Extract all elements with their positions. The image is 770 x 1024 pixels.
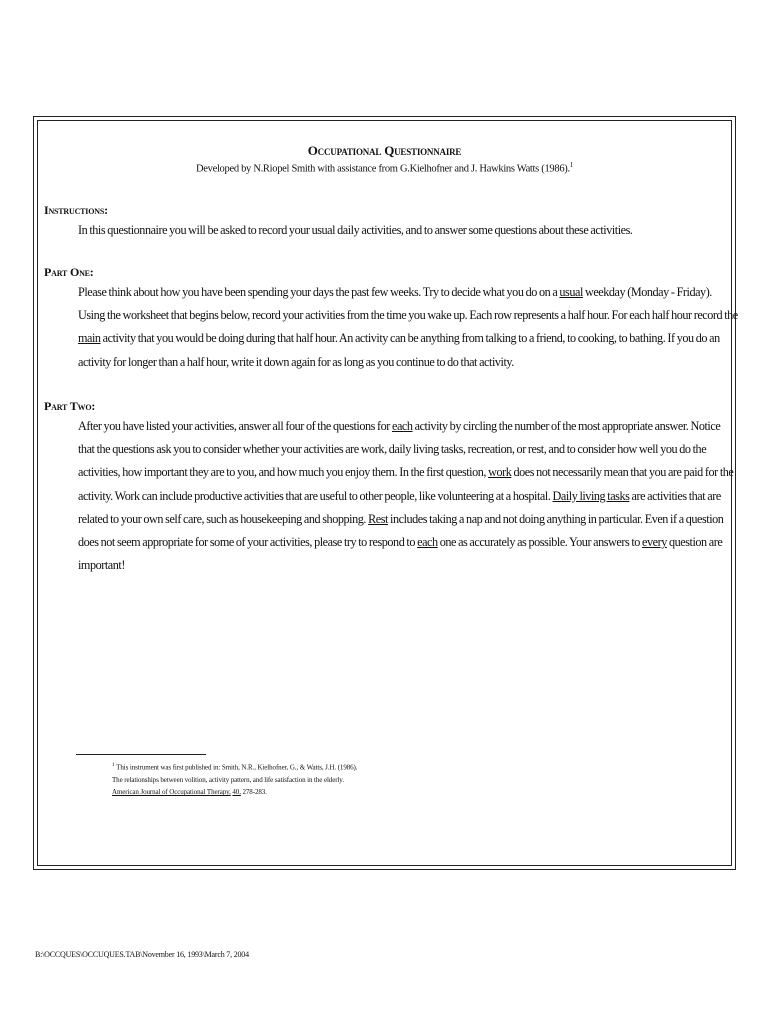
part-two-underline-each-2: each (417, 535, 438, 550)
part-two-text-6: one as accurately as possible. Your answers to (437, 535, 643, 550)
footnote-divider (76, 754, 206, 755)
part-two-text-7: question are important! (78, 535, 723, 573)
part-two-underline-each: each (392, 419, 413, 433)
part-one-underline-main: main (78, 331, 101, 346)
part-two-text-2: activity by circling the number of the most appropriate answer. Notice that the questions ask you to consider whether your activities are work, daily living tasks, recreation, or rest, and to consider how well you do the activities, how important they are to you, and how much you enjoy them. In the first question, (78, 419, 721, 480)
footnote (112, 759, 592, 799)
page-subtitle (38, 161, 731, 175)
footnote-line-1-text: This instrument was first published in: Smith, N.R., Kielhofner, G., & Watts, J.H. (1986). (114, 763, 358, 772)
part-one-text-3: activity that you would be doing during that half hour. An activity can be anything from talking to a friend, to cooking, to bathing. If you do an activity for longer than a half hour, write it down again for as long as you continue to do that activity. (78, 331, 720, 369)
part-two-underline-daily-living: Daily living tasks (552, 488, 630, 503)
footnote-volume: 40, (232, 788, 241, 797)
document-frame-inner (37, 120, 738, 866)
part-two-text-4: are activities that are related to your own self care, such as housekeeping and shopping. (78, 488, 721, 526)
part-two-text (78, 415, 738, 577)
part-two-underline-work: work (488, 465, 512, 480)
document-frame (33, 116, 736, 870)
instructions-heading: Instructions: (44, 203, 108, 217)
part-two-underline-rest: Rest (368, 511, 388, 526)
part-two-text-5: includes taking a nap and not doing anything in particular. Even if a question does not seem appropriate for some of your activities, please try to respond to (78, 511, 724, 550)
page-title: Occupational Questionnaire (307, 143, 462, 158)
part-two-text-3: does not necessarily mean that you are paid for the activity. Work can include productive activities that are useful to other people, like volunteering at a hospital. (78, 465, 734, 503)
part-two-underline-every: every (642, 535, 667, 550)
part-two-heading: Part Two: (44, 399, 96, 413)
footnote-line-3 (112, 786, 592, 799)
footnote-line-1 (112, 759, 592, 774)
footnote-marker: 1 (112, 762, 115, 768)
footnote-journal: American Journal of Occupational Therapy, (112, 788, 231, 797)
instructions-text: In this questionnaire you will be asked to record your usual daily activities, and to answer some questions about these activities. (78, 223, 633, 237)
part-one-text-1: Please think about how you have been spending your days the past few weeks. Try to decide what you do on a (78, 285, 560, 299)
subtitle-text: Developed by N.Riopel Smith with assistance from G.Kielhofner and J. Hawkins Watts (1986). (195, 163, 570, 175)
footnote-reference: 1 (569, 161, 573, 169)
part-one-text (78, 281, 738, 374)
part-two-text-1: After you have listed your activities, answer all four of the questions for (78, 419, 392, 433)
part-one-text-2: weekday (Monday - Friday). Using the worksheet that begins below, record your activities from the time you wake up. Each row represents a half hour. For each half hour record the (78, 285, 738, 323)
footnote-line-2: The relationships between volition, activity pattern, and life satisfaction in the elderly. (112, 775, 344, 784)
file-path-footer: B:\OCCQUES\OCCUQUES.TAB\November 16, 1993\March 7, 2004 (35, 950, 249, 959)
part-one-heading: Part One: (44, 265, 94, 279)
footnote-pages: 278-283. (240, 788, 267, 797)
part-one-underline-usual: usual (559, 285, 583, 299)
